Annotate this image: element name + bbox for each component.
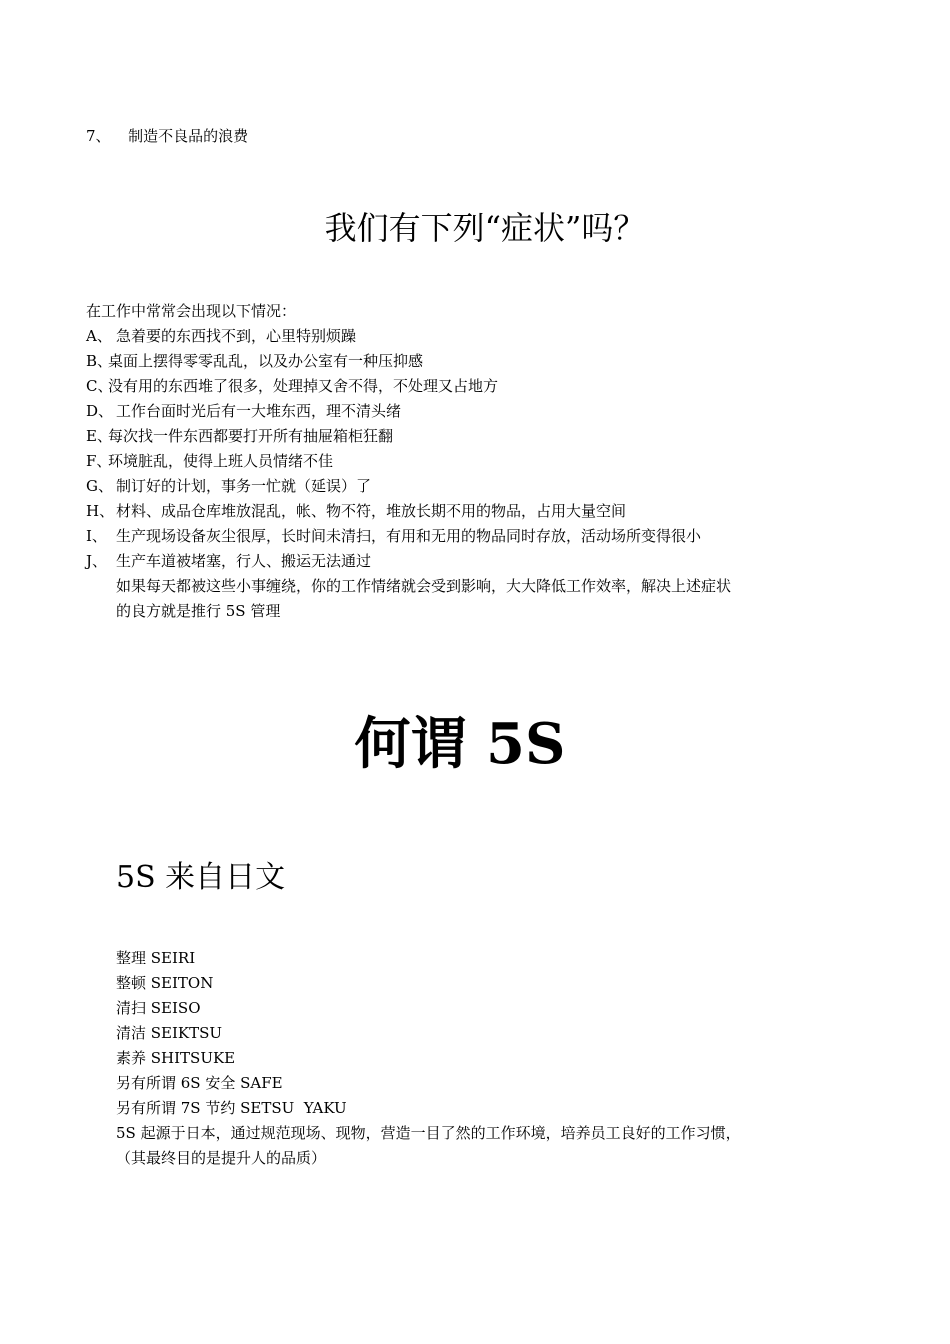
- term-item: 另有所谓 6S 安全 SAFE: [116, 1074, 283, 1092]
- list-item-7: [86, 124, 248, 149]
- list-marker: F、: [86, 452, 112, 470]
- list-text: 桌面上摆得零零乱乱，以及办公室有一种压抑感: [108, 352, 424, 370]
- list-text: 材料、成品仓库堆放混乱，帐、物不符，堆放长期不用的物品，占用大量空间: [116, 502, 627, 520]
- list-text: 没有用的东西堆了很多，处理掉又舍不得，不处理又占地方: [108, 377, 499, 395]
- list-marker: C、: [86, 377, 113, 395]
- what-is-5s-heading: [0, 700, 950, 780]
- symptoms-heading-text: 我们有下列“症状”吗？: [324, 209, 646, 247]
- list-text: 生产车道被堵塞，行人、搬运无法通过: [116, 552, 372, 570]
- term-item: 另有所谓 7S 节约 SETSU YAKU: [116, 1099, 347, 1117]
- list-marker: D、: [86, 402, 114, 420]
- term-item: 清洁 SEIKTSU: [116, 1024, 223, 1042]
- term-item: 整理 SEIRI: [116, 949, 196, 967]
- list-text: 工作台面时光后有一大堆东西，理不清头绪: [116, 402, 402, 420]
- list-marker: B、: [86, 352, 113, 370]
- list-marker: I、: [86, 527, 107, 545]
- list-marker: E、: [86, 427, 112, 445]
- list-text: 环境脏乱，使得上班人员情绪不佳: [108, 452, 334, 470]
- list-marker: G、: [86, 477, 113, 495]
- list-text: 制造不良品的浪费: [128, 127, 249, 145]
- list-text: 生产现场设备灰尘很厚，长时间未清扫，有用和无用的物品同时存放，活动场所变得很小: [116, 527, 702, 545]
- list-text: 制订好的计划，事务一忙就（延误）了: [116, 477, 372, 495]
- symptoms-conclusion-line-2: 的良方就是推行 5S 管理: [116, 602, 281, 620]
- term-list: [116, 946, 741, 1171]
- symptoms-heading: [0, 203, 950, 249]
- symptoms-lead: 在工作中常常会出现以下情况：: [86, 302, 297, 320]
- what-is-5s-heading-text: 何谓 5S: [354, 711, 566, 777]
- list-marker: A、: [86, 327, 112, 345]
- list-marker: 7、: [86, 127, 111, 145]
- origin-line-2: （其最终目的是提升人的品质）: [116, 1149, 327, 1167]
- term-item: 整顿 SEITON: [116, 974, 214, 992]
- section-subtitle: 5S 来自日文: [116, 860, 286, 895]
- list-marker: H、: [86, 502, 115, 520]
- list-text: 急着要的东西找不到，心里特别烦躁: [116, 327, 357, 345]
- term-item: 清扫 SEISO: [116, 999, 201, 1017]
- term-item: 素养 SHITSUKE: [116, 1049, 236, 1067]
- list-text: 每次找一件东西都要打开所有抽屉箱柜狂翻: [108, 427, 394, 445]
- list-marker: J、: [86, 552, 108, 570]
- origin-line-1: 5S 起源于日本，通过规范现场、现物，营造一目了然的工作环境，培养员工良好的工作习惯，: [116, 1124, 741, 1142]
- symptoms-conclusion-line-1: 如果每天都被这些小事缠绕，你的工作情绪就会受到影响，大大降低工作效率，解决上述症状: [116, 577, 732, 595]
